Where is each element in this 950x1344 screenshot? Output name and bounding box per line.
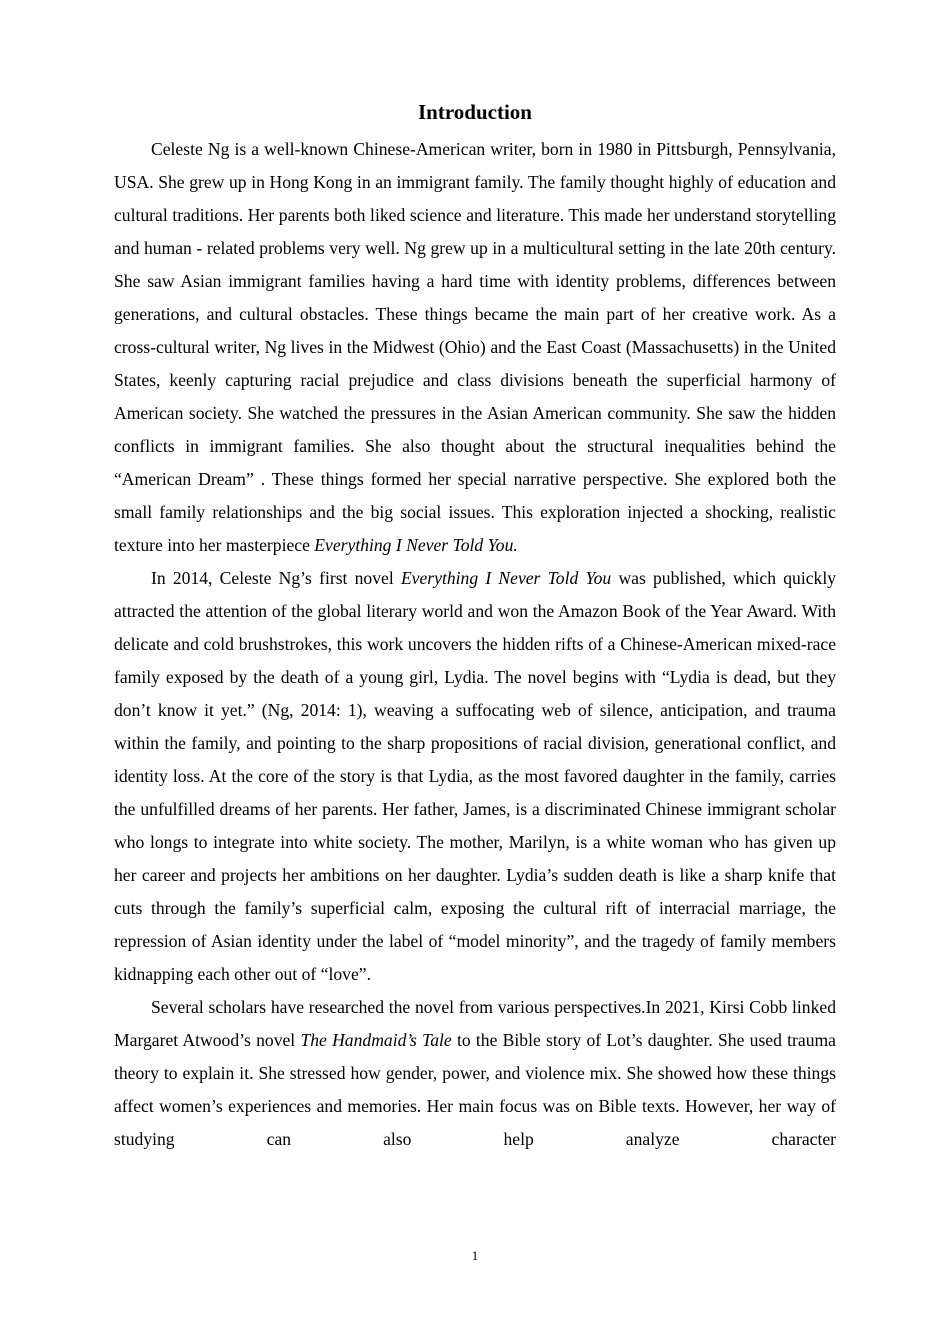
paragraph-1 <box>114 133 836 562</box>
paragraph-3-text-start: Several scholars have researched the novel from various perspectives.In 2021, Kirsi Cobb linked Margaret Atwood’s novel <box>114 997 836 1050</box>
paragraph-3-text-rest: to the Bible story of Lot’s daughter. She used trauma theory to explain it. She stressed how gender, power, and violence mix. She showed how these things affect women’s experiences and memories. Her main focus was on Bible texts. However, her way of studying can also help analyze character <box>114 1030 836 1149</box>
paragraph-1-text: Celeste Ng is a well-known Chinese-American writer, born in 1980 in Pittsburgh, Pennsylvania, USA. She grew up in Hong Kong in an immigrant family. The family thought highly of education and cultural traditions. Her parents both liked science and literature. This made her understand storytelling and human - related problems very well. Ng grew up in a multicultural setting in the late 20th century. She saw Asian immigrant families having a hard time with identity problems, differences between generations, and cultural obstacles. These things became the main part of her creative work. As a cross-cultural writer, Ng lives in the Midwest (Ohio) and the East Coast (Massachusetts) in the United States, keenly capturing racial prejudice and class divisions beneath the superficial harmony of American society. She watched the pressures in the Asian American community. She saw the hidden conflicts in immigrant families. She also thought about the structural inequalities behind the “American Dream” . These things formed her special narrative perspective. She explored both the small family relationships and the big social issues. This exploration injected a shocking, realistic texture into her masterpiece <box>114 139 836 555</box>
book-title-italic: The Handmaid’s Tale <box>300 1030 452 1050</box>
paragraph-2 <box>114 562 836 991</box>
page-number: 1 <box>471 1248 479 1263</box>
document-page <box>114 96 836 1156</box>
book-title-italic: Everything I Never Told You <box>400 568 612 588</box>
paragraph-2-text-rest: was published, which quickly attracted the attention of the global literary world and won the Amazon Book of the Year Award. With delicate and cold brushstrokes, this work uncovers the hidden rifts of a Chinese-American mixed-race family exposed by the death of a young girl, Lydia. The novel begins with “Lydia is dead, but they don’t know it yet.” (Ng, 2014: 1), weaving a suffocating web of silence, anticipation, and trauma within the family, and pointing to the sharp propositions of racial division, generational conflict, and identity loss. At the core of the story is that Lydia, as the most favored daughter in the family, carries the unfulfilled dreams of her parents. Her father, James, is a discriminated Chinese immigrant scholar who longs to integrate into white society. The mother, Marilyn, is a white woman who has given up her career and projects her ambitions on her daughter. Lydia’s sudden death is like a sharp knife that cuts through the family’s superficial calm, exposing the cultural rift of interracial marriage, the repression of Asian identity under the label of “model minority”, and the tragedy of family members kidnapping each other out of “love”. <box>114 568 837 984</box>
paragraph-3 <box>114 991 836 1156</box>
book-title-italic: Everything I Never Told You. <box>314 535 518 555</box>
paragraph-2-text-start: In 2014, Celeste Ng’s first novel <box>151 568 401 588</box>
section-heading: Introduction <box>418 100 532 124</box>
